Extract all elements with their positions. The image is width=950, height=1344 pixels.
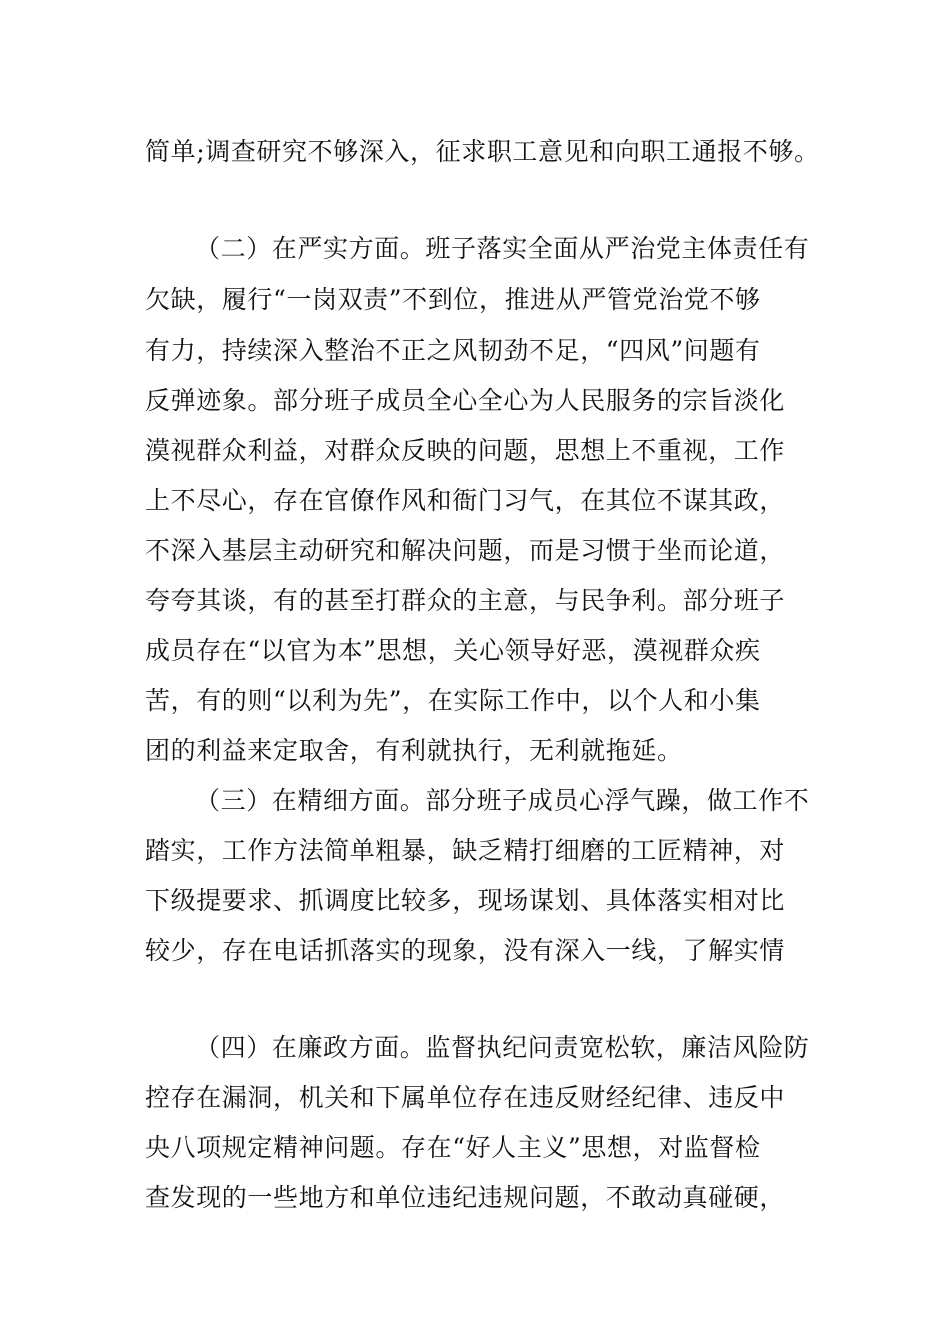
text-line: 不深入基层主动研究和解决问题，而是习惯于坐而论道， <box>145 536 786 565</box>
text-line: 有力，持续深入整治不正之风韧劲不足，“四风”问题有 <box>145 336 761 365</box>
text-line: 踏实，工作方法简单粗暴，缺乏精打细磨的工匠精神，对 <box>145 836 786 865</box>
text-line: 查发现的一些地方和单位违纪违规问题，不敢动真碰硬， <box>145 1183 786 1212</box>
text-line: 上不尽心，存在官僚作风和衙门习气，在其位不谋其政， <box>145 486 786 515</box>
text-line: 简单;调查研究不够深入，征求职工意见和向职工通报不够。 <box>145 137 820 166</box>
paragraph-heading-line: （三）在精细方面。部分班子成员心浮气躁，做工作不 <box>195 786 810 815</box>
paragraph-heading-line: （四）在廉政方面。监督执纪问责宽松软，廉洁风险防 <box>195 1033 810 1062</box>
text-line: 漠视群众利益，对群众反映的问题，思想上不重视，工作 <box>145 436 786 465</box>
text-line: 团的利益来定取舍，有利就执行，无利就拖延。 <box>145 736 683 765</box>
text-line: 央八项规定精神问题。存在“好人主义”思想，对监督检 <box>145 1133 761 1162</box>
text-line: 苦，有的则“以利为先”，在实际工作中，以个人和小集 <box>145 686 761 715</box>
paragraph-heading-line: （二）在严实方面。班子落实全面从严治党主体责任有 <box>195 234 810 263</box>
text-line: 下级提要求、抓调度比较多，现场谋划、具体落实相对比 <box>145 886 786 915</box>
text-line: 控存在漏洞，机关和下属单位存在违反财经纪律、违反中 <box>145 1083 786 1112</box>
text-line: 反弹迹象。部分班子成员全心全心为人民服务的宗旨淡化 <box>145 386 786 415</box>
text-line: 夸夸其谈，有的甚至打群众的主意，与民争利。部分班子 <box>145 586 786 615</box>
text-line: 欠缺，履行“一岗双责”不到位，推进从严管党治党不够 <box>145 285 761 314</box>
text-line: 成员存在“以官为本”思想，关心领导好恶，漠视群众疾 <box>145 636 761 665</box>
text-line: 较少，存在电话抓落实的现象，没有深入一线，了解实情 <box>145 936 786 965</box>
